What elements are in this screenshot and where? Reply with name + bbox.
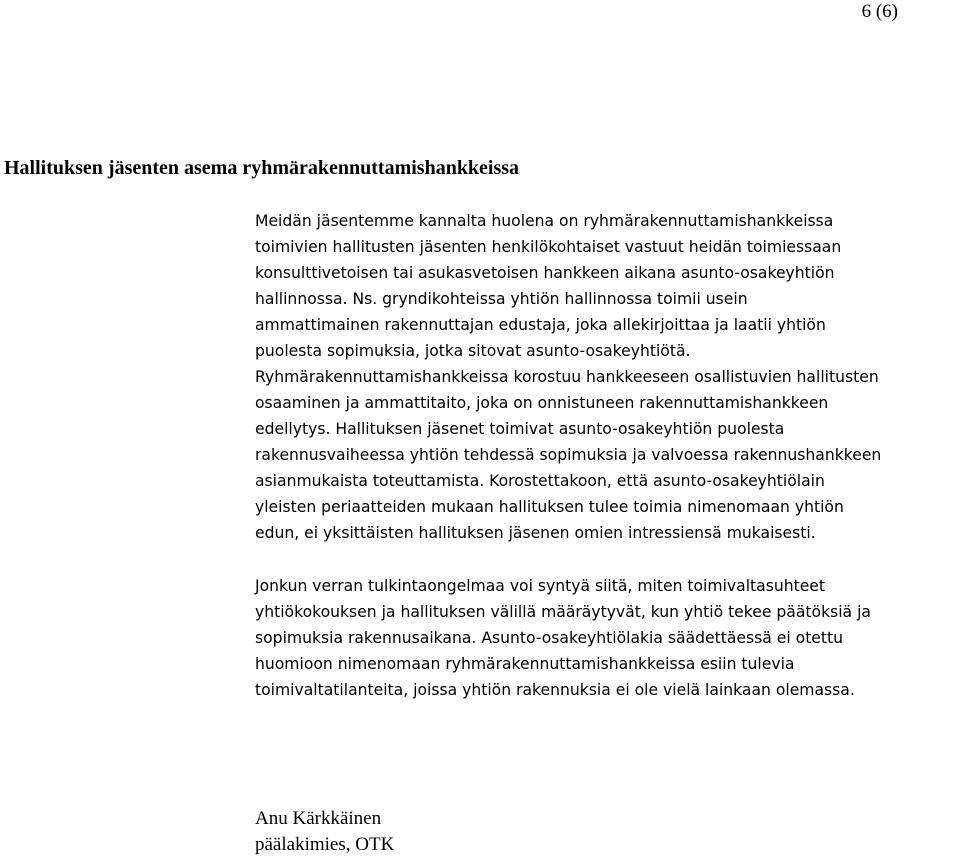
paragraph-line: edellytys. Hallituksen jäsenet toimivat asunto-osakeyhtiön puolesta	[255, 420, 785, 438]
signature-name: Anu Kärkkäinen	[255, 808, 382, 829]
paragraph-line: yhtiökokouksen ja hallituksen välillä määräytyvät, kun yhtiö tekee päätöksiä ja	[255, 603, 871, 621]
paragraph-line: ammattimainen rakennuttajan edustaja, joka allekirjoittaa ja laatii yhtiön	[255, 316, 826, 334]
paragraph-line: toimivien hallitusten jäsenten henkilökohtaiset vastuut heidän toimiessaan	[255, 238, 842, 256]
page-number: 6 (6)	[861, 1, 898, 22]
paragraph-line: puolesta sopimuksia, jotka sitovat asunto-osakeyhtiötä.	[255, 342, 691, 360]
paragraph-line: asianmukaista toteuttamista. Korostettakoon, että asunto-osakeyhtiölain	[255, 472, 825, 490]
paragraph-line: Meidän jäsentemme kannalta huolena on ryhmärakennuttamishankkeissa	[255, 212, 834, 230]
paragraph-line: Jonkun verran tulkintaongelmaa voi syntyä siitä, miten toimivaltasuhteet	[255, 577, 826, 595]
signature-title: päälakimies, OTK	[255, 834, 395, 855]
paragraph-line: osaaminen ja ammattitaito, joka on onnistuneen rakennuttamishankkeen	[255, 394, 829, 412]
signature-block	[255, 806, 394, 858]
paragraph-line: huomioon nimenomaan ryhmärakennuttamishankkeissa esiin tulevia	[255, 655, 795, 673]
paragraph-1	[255, 208, 958, 546]
paragraph-line: toimivaltatilanteita, joissa yhtiön rakennuksia ei ole vielä lainkaan olemassa.	[255, 681, 855, 699]
paragraph-line: konsulttivetoisen tai asukasvetoisen hankkeen aikana asunto-osakeyhtiön	[255, 264, 835, 282]
paragraph-line: sopimuksia rakennusaikana. Asunto-osakeyhtiölakia säädettäessä ei otettu	[255, 629, 844, 647]
paragraph-2	[255, 573, 958, 703]
section-heading: Hallituksen jäsenten asema ryhmärakennuttamishankkeissa	[4, 157, 520, 179]
paragraph-line: Ryhmärakennuttamishankkeissa korostuu hankkeeseen osallistuvien hallitusten	[255, 368, 879, 386]
paragraph-line: hallinnossa. Ns. gryndikohteissa yhtiön hallinnossa toimii usein	[255, 290, 748, 308]
paragraph-line: edun, ei yksittäisten hallituksen jäsenen omien intressiensä mukaisesti.	[255, 524, 816, 542]
paragraph-line: rakennusvaiheessa yhtiön tehdessä sopimuksia ja valvoessa rakennushankkeen	[255, 446, 882, 464]
paragraph-line: yleisten periaatteiden mukaan hallituksen tulee toimia nimenomaan yhtiön	[255, 498, 844, 516]
